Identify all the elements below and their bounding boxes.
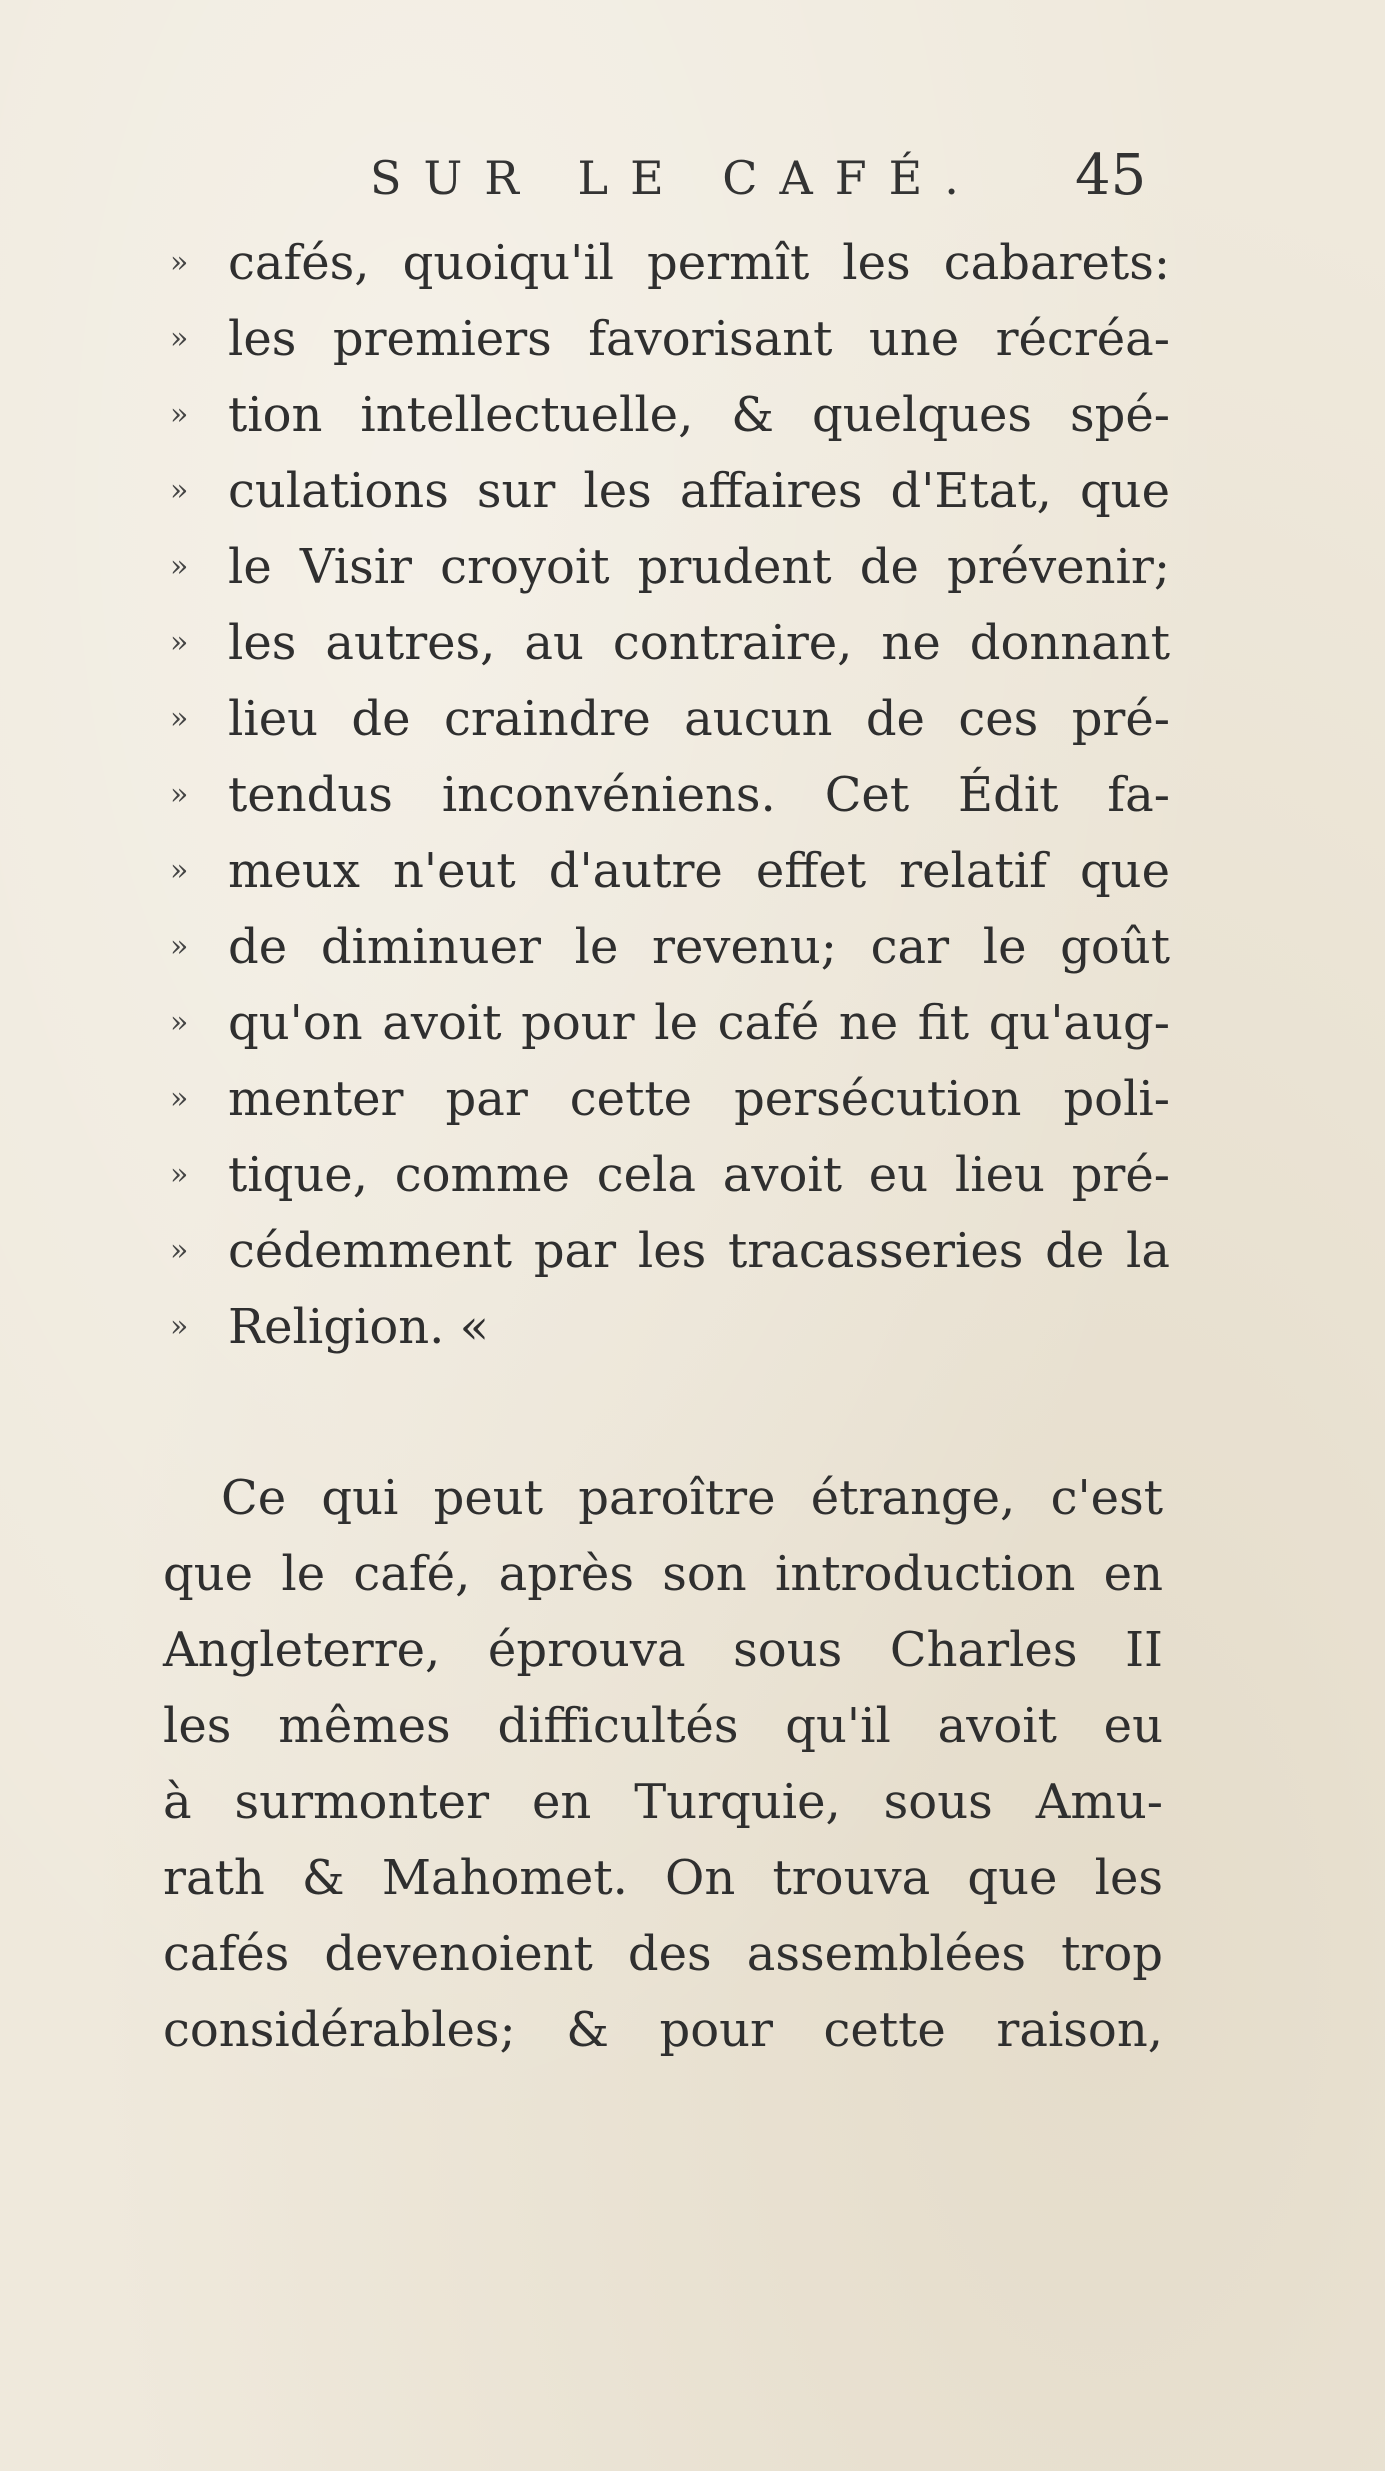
quote-line-text: cédemment par les tracasseries de la (228, 1223, 1170, 1279)
quote-line (170, 833, 1170, 909)
page-number: 45 (1075, 143, 1147, 208)
quotation-mark: » (170, 777, 189, 812)
quote-line (170, 529, 1170, 605)
quote-line-text: tendus inconvéniens. Cet Édit fa- (228, 767, 1170, 823)
paragraph-line: à surmonter en Turquie, sous Amu- (163, 1774, 1163, 1830)
quote-line-text: meux n'eut d'autre effet relatif que (228, 843, 1170, 899)
paragraph-line: considérables; & pour cette raison, (163, 2002, 1163, 2058)
quotation-mark: » (170, 1309, 189, 1344)
quotation-mark: » (170, 1157, 189, 1192)
paragraph-line: Ce qui peut paroître étrange, c'est (221, 1470, 1163, 1526)
quote-line (170, 1289, 1170, 1365)
paragraph-line: que le café, après son introduction en (163, 1546, 1163, 1602)
quotation-mark: » (170, 473, 189, 508)
quotation-mark: » (170, 929, 189, 964)
quotation-mark: » (170, 1233, 189, 1268)
quote-line (170, 453, 1170, 529)
quote-line-text: menter par cette persécution poli- (228, 1071, 1170, 1127)
paragraph-line: cafés devenoient des assemblées trop (163, 1926, 1163, 1982)
quote-line-text: cafés, quoiqu'il permît les cabarets: (228, 235, 1170, 291)
page-header (0, 138, 1385, 218)
quotation-mark: » (170, 397, 189, 432)
quote-line-text: les autres, au contraire, ne donnant (228, 615, 1170, 671)
quotation-mark: » (170, 853, 189, 888)
quote-line (170, 985, 1170, 1061)
quote-line (170, 605, 1170, 681)
quote-line-text: les premiers favorisant une récréa- (228, 311, 1170, 367)
quote-line (170, 1061, 1170, 1137)
quote-line (170, 301, 1170, 377)
quote-line-text: Religion. « (228, 1299, 490, 1355)
quote-line-text: tique, comme cela avoit eu lieu pré- (228, 1147, 1170, 1203)
quote-line-text: tion intellectuelle, & quelques spé- (228, 387, 1170, 443)
quotation-mark: » (170, 625, 189, 660)
quote-line-text: qu'on avoit pour le café ne fit qu'aug- (228, 995, 1170, 1051)
paragraph-line: Angleterre, éprouva sous Charles II (163, 1622, 1163, 1678)
quote-line (170, 1213, 1170, 1289)
quotation-mark: » (170, 245, 189, 280)
quotation-mark: » (170, 321, 189, 356)
quote-line-text: culations sur les affaires d'Etat, que (228, 463, 1170, 519)
quotation-mark: » (170, 549, 189, 584)
body-paragraph (163, 1460, 1163, 2068)
quote-line-text: de diminuer le revenu; car le goût (228, 919, 1170, 975)
quote-line (170, 757, 1170, 833)
quote-line (170, 681, 1170, 757)
quote-line (170, 377, 1170, 453)
quotation-mark: » (170, 1081, 189, 1116)
running-title: SUR LE CAFÉ. (370, 151, 981, 205)
quote-line (170, 225, 1170, 301)
quoted-passage (170, 225, 1170, 1365)
quotation-mark: » (170, 1005, 189, 1040)
quote-line-text: le Visir croyoit prudent de prévenir; (228, 539, 1170, 595)
paragraph-line: rath & Mahomet. On trouva que les (163, 1850, 1163, 1906)
paragraph-line: les mêmes difficultés qu'il avoit eu (163, 1698, 1163, 1754)
quote-line (170, 1137, 1170, 1213)
quote-line-text: lieu de craindre aucun de ces pré- (228, 691, 1170, 747)
quotation-mark: » (170, 701, 189, 736)
quote-line (170, 909, 1170, 985)
